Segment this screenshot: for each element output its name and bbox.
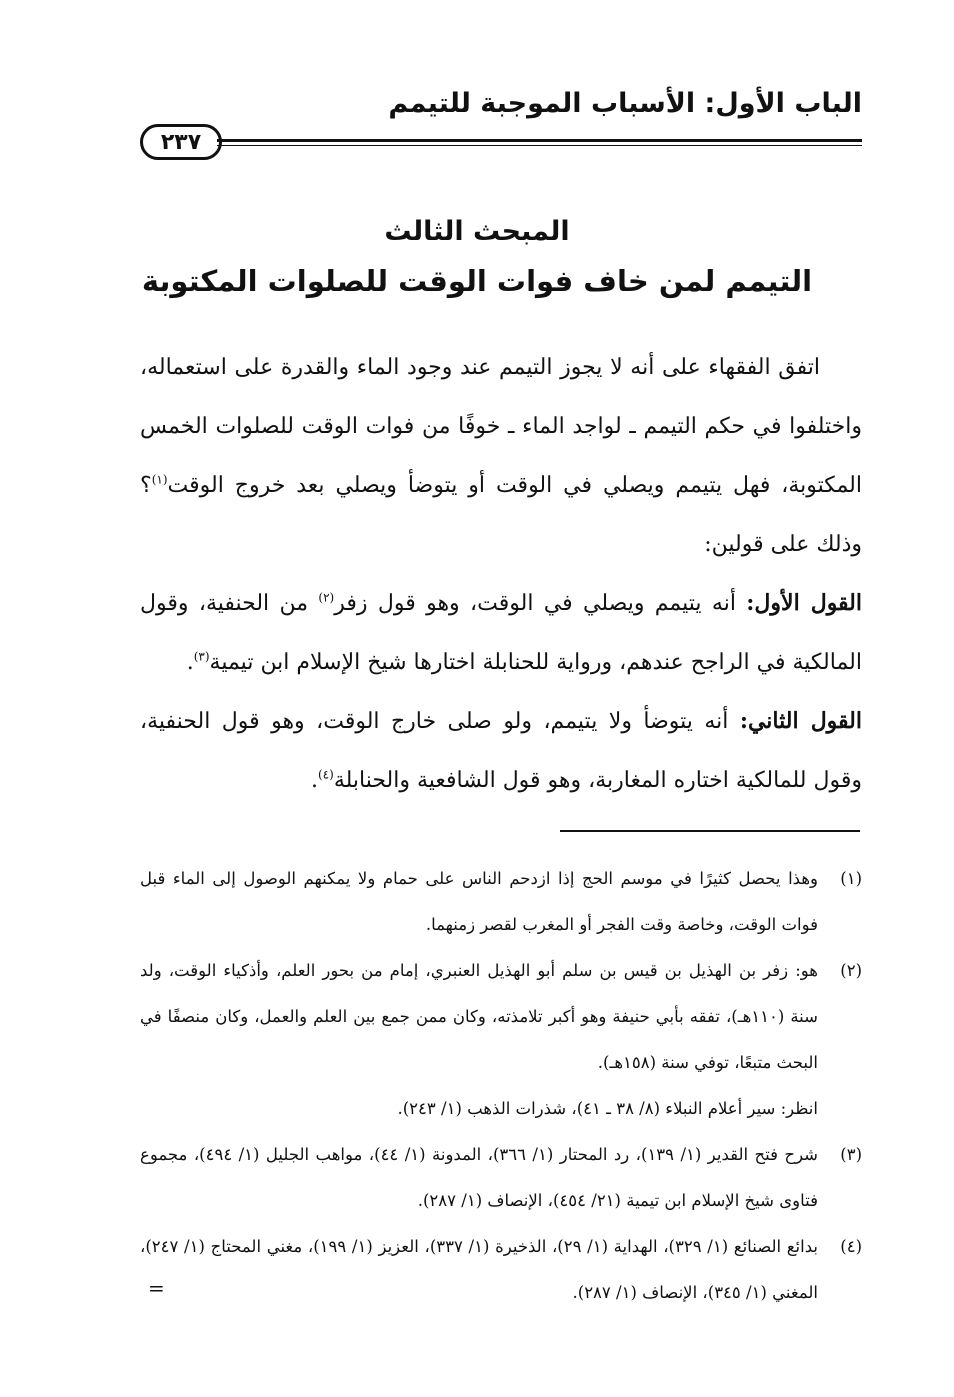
first-opinion-end: .: [186, 650, 194, 675]
footnote-number: (٤): [840, 1237, 862, 1256]
footnote-3: [140, 1132, 862, 1224]
footnote-number: (١): [840, 869, 862, 888]
footnote-text: بدائع الصنائع (١/ ٣٢٩)، الهداية (١/ ٢٩)، الذخيرة (١/ ٣٣٧)، العزيز (١/ ١٩٩)، مغني المحتاج (١/ ٢٤٧)، المغني (١/ ٣٤٥)، الإنصاف (١/ ٢٨٧).: [140, 1237, 818, 1302]
second-opinion-text: أنه يتوضأ ولا يتيمم، ولو صلى خارج الوقت، وهو قول الحنفية، وقول للمالكية اختاره المغاربة، وهو قول الشافعية والحنابلة: [140, 709, 862, 793]
footnote-number: (٣): [840, 1145, 862, 1164]
intro-paragraph: [140, 338, 862, 574]
footnote-number: (٢): [840, 961, 862, 980]
running-header-title: الباب الأول: الأسباب الموجبة للتيمم: [388, 88, 862, 119]
footnote-1: [140, 856, 862, 948]
intro-text: اتفق الفقهاء على أنه لا يجوز التيمم عند وجود الماء والقدرة على استعماله، واختلفوا في حكم التيمم ـ لواجد الماء ـ خوفًا من فوات الوقت للصلوات الخمس المكتوبة، فهل يتيمم ويصلي في الوقت أو يتوضأ ويصلي بعد خروج الوقت: [140, 355, 862, 498]
body-text: [140, 338, 862, 810]
continuation-mark: =: [148, 1276, 165, 1300]
footnote-ref-1[interactable]: (١): [151, 472, 168, 487]
first-opinion-label: القول الأول:: [746, 590, 862, 616]
footnote-separator: [560, 830, 860, 832]
footnote-text: وهذا يحصل كثيرًا في موسم الحج إذا ازدحم الناس على حمام ولا يمكنهم الوصول إلى الماء قبل فوات الوقت، وخاصة وقت الفجر أو المغرب لقصر زمنهما.: [140, 869, 818, 934]
footnote-text: هو: زفر بن الهذيل بن قيس بن سلم أبو الهذيل العنبري، إمام من بحور العلم، وأذكياء الوقت، ولد سنة (١١٠هـ)، تفقه بأبي حنيفة وهو أكبر تلامذته، وكان ممن جمع بين العلم والعمل، وكان منصفًا في البحث متبعًا، توفي سنة (١٥٨هـ).: [140, 961, 818, 1072]
footnote-2: [140, 948, 862, 1132]
footnote-4: [140, 1224, 862, 1316]
section-heading: المبحث الثالث: [384, 216, 570, 247]
footnote-see-also: انظر: سير أعلام النبلاء (٨/ ٣٨ ـ ٤١)، شذرات الذهب (١/ ٢٤٣).: [397, 1099, 818, 1118]
footnotes: [140, 856, 862, 1316]
first-opinion-text-a: أنه يتيمم ويصلي في الوقت، وهو قول زفر: [334, 591, 747, 616]
second-opinion-end: .: [310, 768, 318, 793]
footnote-ref-2[interactable]: (٢): [318, 590, 335, 605]
first-opinion-text-b: من الحنفية، وقول المالكية في الراجح عندهم، ورواية للحنابلة اختارها شيخ الإسلام ابن تيمية: [140, 591, 862, 675]
footnote-ref-3[interactable]: (٣): [193, 649, 210, 664]
first-opinion-paragraph: [140, 574, 862, 692]
chapter-heading: التيمم لمن خاف فوات الوقت للصلوات المكتوبة: [141, 264, 813, 298]
intro-end: ؟ وذلك على قولين:: [140, 473, 862, 557]
page-number-badge: ٢٣٧: [140, 124, 222, 160]
footnote-ref-4[interactable]: (٤): [317, 767, 334, 782]
second-opinion-label: القول الثاني:: [739, 708, 862, 734]
footnote-text: شرح فتح القدير (١/ ١٣٩)، رد المحتار (١/ ٣٦٦)، المدونة (١/ ٤٤)، مواهب الجليل (١/ ٤٩٤)، مجموع فتاوى شيخ الإسلام ابن تيمية (٢١/ ٤٥٤)، الإنصاف (١/ ٢٨٧).: [140, 1145, 818, 1210]
second-opinion-paragraph: [140, 692, 862, 810]
header-rule: [217, 139, 862, 146]
